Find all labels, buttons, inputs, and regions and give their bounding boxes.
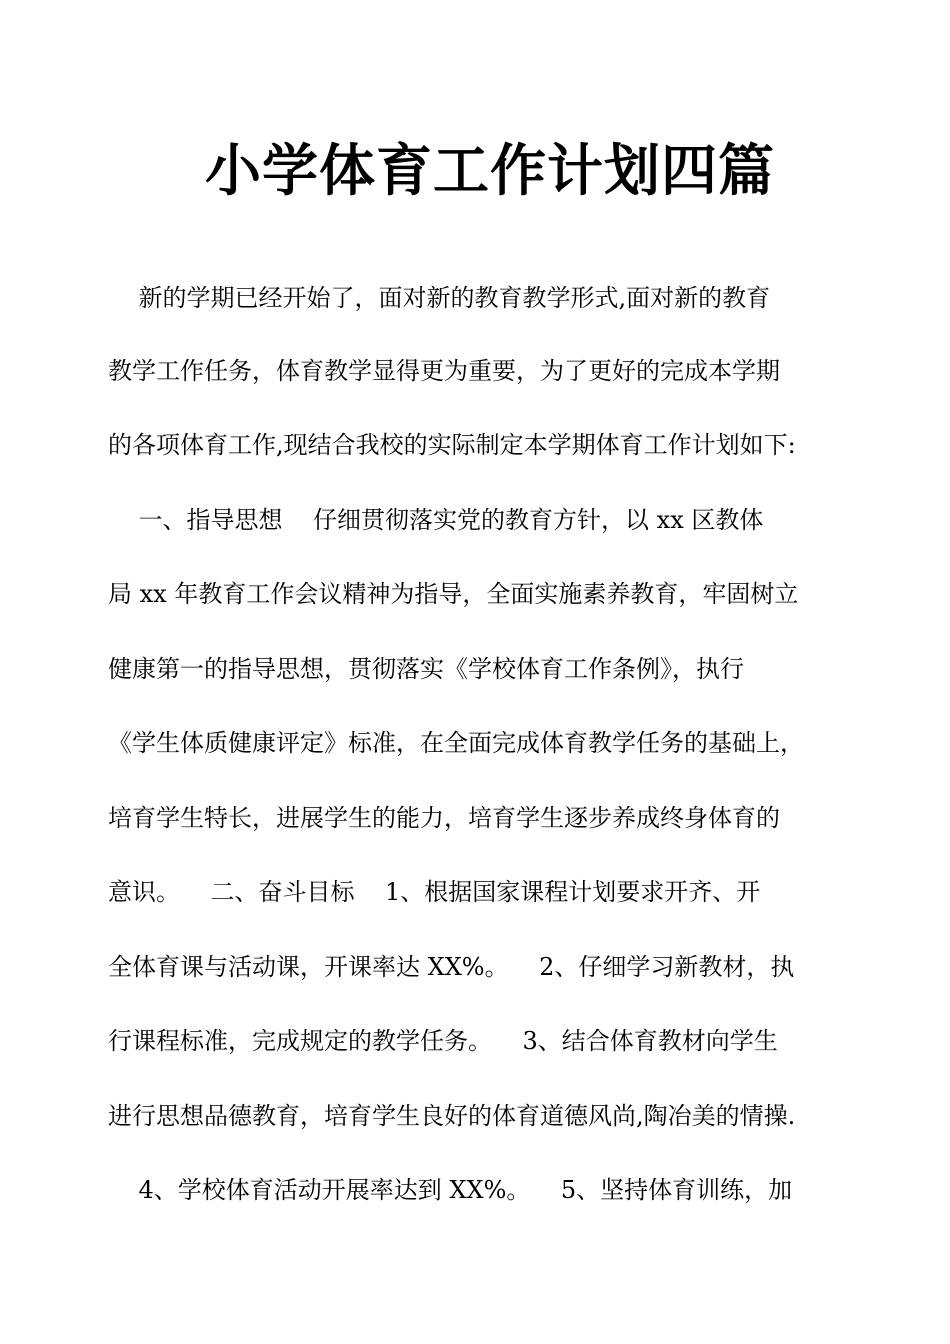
body-line: 进行思想品德教育，培育学生良好的体育道德风尚,陶冶美的情操. [108, 1102, 796, 1130]
body-line: 新的学期已经开始了，面对新的教育教学形式,面对新的教育 [108, 284, 771, 312]
body-line: 教学工作任务，体育教学显得更为重要，为了更好的完成本学期 [108, 357, 780, 385]
body-line: 的各项体育工作,现结合我校的实际制定本学期体育工作计划如下: [108, 431, 796, 459]
body-line: 意识。 二、奋斗目标 1、根据国家课程计划要求开齐、开 [108, 878, 761, 906]
body-line: 一、指导思想 仔细贯彻落实党的教育方针，以 xx 区教体 [108, 506, 764, 534]
body-line: 4、学校体育活动开展率达到 XX%。 5、坚持体育训练，加 [108, 1176, 793, 1204]
body-line: 健康第一的指导思想，贯彻落实《学校体育工作条例》，执行 [108, 655, 744, 683]
body-line: 局 xx 年教育工作会议精神为指导，全面实施素养教育，牢固树立 [108, 580, 799, 608]
body-line: 行课程标准，完成规定的教学任务。 3、结合体育教材向学生 [108, 1027, 778, 1055]
body-line: 全体育课与活动课，开课率达 XX%。 2、仔细学习新教材，执 [108, 953, 795, 981]
body-line: 培育学生特长，进展学生的能力，培育学生逐步养成终身体育的 [108, 804, 780, 832]
document-title: 小学体育工作计划四篇 [205, 139, 775, 204]
body-line: 《学生体质健康评定》标准，在全面完成体育教学任务的基础上， [108, 729, 804, 757]
